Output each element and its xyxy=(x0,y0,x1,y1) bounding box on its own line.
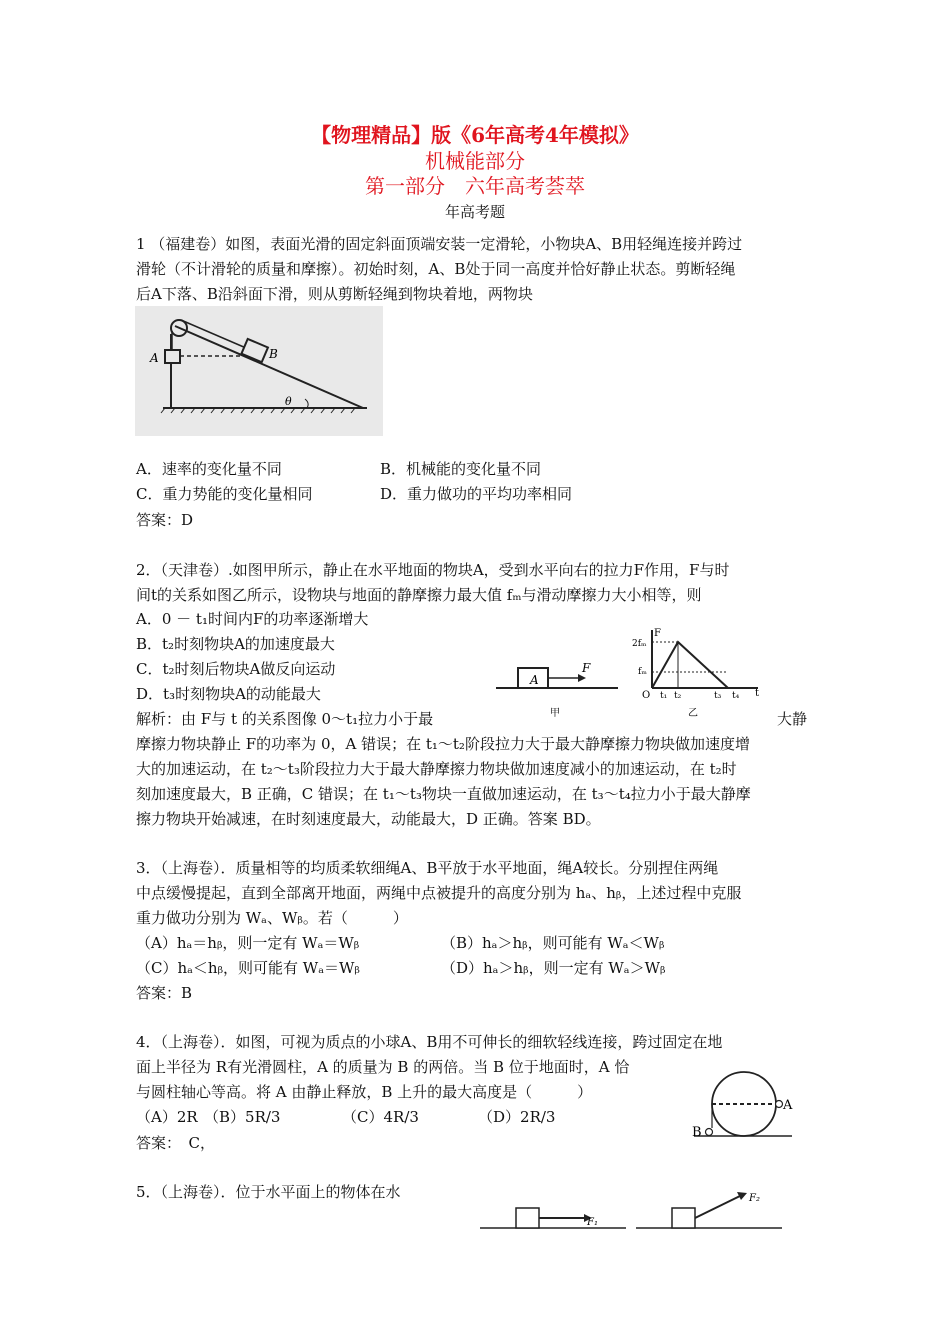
subtitle: 年高考题 xyxy=(444,203,505,221)
q2-fig-block-label: A xyxy=(530,673,539,687)
cylinder-figure xyxy=(688,1062,798,1142)
document-title: 【物理精品】版《6年高考4年模拟》 xyxy=(311,123,639,147)
q5-forces-figure xyxy=(478,1184,788,1232)
q1-option-b: B．机械能的变化量不同 xyxy=(380,460,542,478)
q2-analysis-line-1: 解析：由 F与 t 的关系图像 0～t₁拉力小于最 xyxy=(136,710,434,728)
q2-fig-t1: t₁ xyxy=(660,691,668,701)
q4-line-1: 4．（上海卷）．如图，可视为质点的小球A、B用不可伸长的细软轻线连接，跨过固定在地 xyxy=(136,1033,723,1051)
q3-line-3: 重力做功分别为 Wₐ、Wᵦ。若（ ） xyxy=(136,909,408,927)
q2-option-c: C．t₂时刻后物块A做反向运动 xyxy=(136,660,336,678)
q1-option-d: D．重力做功的平均功率相同 xyxy=(380,485,573,503)
q2-analysis-line-5: 擦力物块开始减速，在时刻速度最大，动能最大，D 正确。答案 BD。 xyxy=(136,810,601,828)
q2-line-2: 间t的关系如图乙所示，设物块与地面的静摩擦力最大值 fₘ与滑动摩擦力大小相等，则 xyxy=(136,586,702,604)
q1-fig-label-a: A xyxy=(150,351,159,365)
q3-option-c: （C）hₐ＜hᵦ，则可能有 Wₐ＝Wᵦ xyxy=(136,959,360,977)
q1-line-3: 后A下落、B沿斜面下滑，则从剪断轻绳到物块着地，两物块 xyxy=(136,285,533,303)
q2-option-b: B．t₂时刻物块A的加速度最大 xyxy=(136,635,335,653)
q2-fig-axis-t: t xyxy=(755,688,760,699)
force-time-figure xyxy=(492,626,767,720)
q1-line-2: 滑轮（不计滑轮的质量和摩擦）。初始时刻，A、B处于同一高度并恰好静止状态。剪断轻绳 xyxy=(136,260,736,278)
q3-answer: 答案：B xyxy=(136,984,193,1002)
q2-fig-t2: t₂ xyxy=(674,691,682,701)
q3-option-d: （D）hₐ＞hᵦ，则一定有 Wₐ＞Wᵦ xyxy=(441,959,666,977)
q4-line-3: 与圆柱轴心等高。将 A 由静止释放，B 上升的最大高度是（ ） xyxy=(136,1083,593,1101)
q5-fig-label-f1: F₁ xyxy=(587,1217,598,1228)
q2-line-1: 2．（天津卷）.如图甲所示，静止在水平地面的物块A，受到水平向右的拉力F作用，F与时 xyxy=(136,561,730,579)
q2-option-d: D．t₃时刻物块A的动能最大 xyxy=(136,685,321,703)
section-title: 机械能部分 xyxy=(425,149,525,173)
q2-fig-label-fm: fₘ xyxy=(638,667,647,677)
q4-fig-label-a: A xyxy=(783,1098,793,1113)
q2-fig-label-2fm: 2fₘ xyxy=(632,639,647,649)
q2-fig-axis-f: F xyxy=(654,628,661,639)
q3-line-1: 3．（上海卷）．质量相等的均质柔软细绳A、B平放于水平地面，绳A较长。分别捏住两绳 xyxy=(136,859,719,877)
q2-option-a: A．0 － t₁时间内F的功率逐渐增大 xyxy=(136,610,369,628)
q3-option-b: （B）hₐ＞hᵦ，则可能有 Wₐ＜Wᵦ xyxy=(441,934,665,952)
q1-fig-label-b: B xyxy=(269,347,278,361)
q2-fig-label-yi: 乙 xyxy=(688,708,698,719)
q4-option-b: （B）5R/3 xyxy=(204,1108,281,1126)
q2-analysis-line-3: 大的加速运动，在 t₂～t₃阶段拉力大于最大静摩擦力物块做加速度减小的加速运动，在 t₂时 xyxy=(136,760,737,778)
q4-option-a: （A）2R xyxy=(136,1108,198,1126)
q1-option-c: C．重力势能的变化量相同 xyxy=(136,485,313,503)
q4-option-d: （D）2R/3 xyxy=(478,1108,556,1126)
q2-fig-label-jia: 甲 xyxy=(550,708,560,719)
part-title: 第一部分 六年高考荟萃 xyxy=(365,174,585,198)
q1-line-1: 1 （福建卷）如图，表面光滑的固定斜面顶端安装一定滑轮，小物块A、B用轻绳连接并跨过 xyxy=(136,235,743,253)
incline-pulley-figure xyxy=(135,306,383,436)
q2-fig-t4: t₄ xyxy=(732,691,740,701)
q2-fig-t3: t₃ xyxy=(714,691,722,701)
q2-analysis-line-4: 刻加速度最大，B 正确，C 错误；在 t₁～t₃物块一直做加速运动，在 t₃～t₄拉力小于最大静摩 xyxy=(136,785,751,803)
q2-fig-origin: O xyxy=(642,690,651,701)
q5-fig-label-f2: F₂ xyxy=(749,1193,760,1204)
q1-option-a: A．速率的变化量不同 xyxy=(136,460,282,478)
q4-line-2: 面上半径为 R有光滑圆柱，A 的质量为 B 的两倍。当 B 位于地面时，A 恰 xyxy=(136,1058,630,1076)
q4-option-c: （C）4R/3 xyxy=(342,1108,419,1126)
q4-fig-label-b: B xyxy=(692,1125,702,1140)
q5-line-1: 5．（上海卷）．位于水平面上的物体在水 xyxy=(136,1183,401,1201)
q1-fig-label-theta: θ xyxy=(285,395,292,408)
q2-fig-force-label: F xyxy=(582,661,591,675)
q1-answer: 答案：D xyxy=(136,511,194,529)
q2-analysis-line-2: 摩擦力物块静止 F的功率为 0，A 错误；在 t₁～t₂阶段拉力大于最大静摩擦力物块做加速度增 xyxy=(136,735,750,753)
q4-answer: 答案： C， xyxy=(136,1134,215,1152)
q3-line-2: 中点缓慢提起，直到全部离开地面，两绳中点被提升的高度分别为 hₐ、hᵦ，上述过程中克服 xyxy=(136,884,742,902)
q3-option-a: （A）hₐ＝hᵦ，则一定有 Wₐ＝Wᵦ xyxy=(136,934,360,952)
q2-analysis-line-1b: 大静 xyxy=(777,710,808,728)
